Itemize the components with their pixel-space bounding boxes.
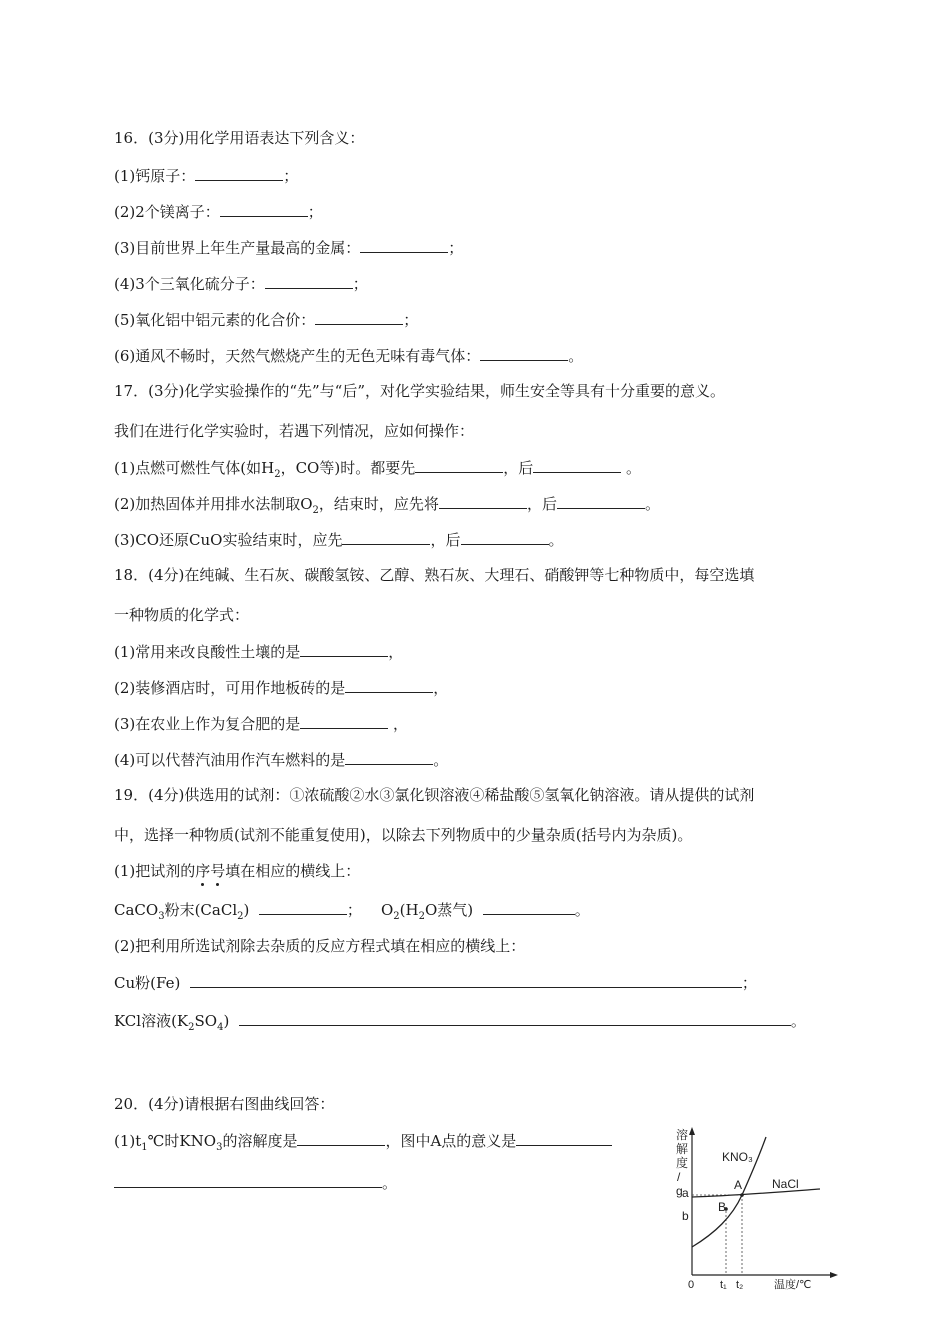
q20-item-1-cont: 。 <box>114 1172 397 1193</box>
origin-label: 0 <box>688 1279 695 1290</box>
point-a-marker <box>740 1193 744 1197</box>
answer-blank[interactable] <box>480 345 568 361</box>
y-axis-label-3: 度 <box>676 1156 689 1170</box>
answer-blank[interactable] <box>461 529 549 545</box>
series-kno3-label: KNO₃ <box>722 1150 753 1164</box>
point-a-label: A <box>734 1178 743 1192</box>
x-tick-t1: t₁ <box>720 1279 727 1290</box>
answer-blank[interactable] <box>259 899 347 915</box>
y-tick-a: a <box>682 1186 689 1200</box>
y-axis-arrow <box>689 1127 695 1135</box>
solubility-chart <box>660 1125 840 1290</box>
q20-item-1: $(1)t_1℃$时$KNO_3$的溶解度是 ，图中A点的意义是 <box>114 1130 612 1151</box>
answer-blank[interactable] <box>114 1172 382 1188</box>
answer-blank[interactable] <box>516 1130 612 1146</box>
q18-item-4: (4)可以代替汽油用作汽车燃料的是 。 <box>114 751 449 769</box>
answer-blank[interactable] <box>195 165 283 181</box>
q17-item-3: (3)CO还原CuO实验结束时，应先 ，后 。 <box>114 531 564 549</box>
answer-blank[interactable] <box>315 309 403 325</box>
y-tick-b: b <box>682 1209 689 1223</box>
q19-part-2: (2)把利用所选试剂除去杂质的反应方程式填在相应的横线上： <box>114 937 526 955</box>
q17-item-2: (2)加热固体并用排水法制取$O_2$，结束时，应先将 ，后 。 <box>114 495 660 516</box>
q16-stem: 16．(3分)用化学用语表达下列含义： <box>114 129 365 147</box>
x-axis-arrow <box>830 1272 838 1278</box>
q16-item-2: (2)2个镁离子： ； <box>114 203 323 221</box>
q16-item-1: (1)钙原子： ； <box>114 167 299 185</box>
q17-item-1: (1)点燃可燃性气体(如$H_2$，CO等)时。都要先 ，后 。 <box>114 459 642 480</box>
answer-blank[interactable] <box>265 273 353 289</box>
answer-blank[interactable] <box>297 1130 385 1146</box>
answer-blank[interactable] <box>483 899 575 915</box>
answer-blank[interactable] <box>415 457 503 473</box>
answer-blank[interactable] <box>360 237 448 253</box>
q19-stem: 19．(4分)供选用的试剂：①浓硫酸②水③氯化钡溶液④稀盐酸⑤氢氧化钠溶液。请从提供的试剂 <box>114 786 755 804</box>
q19-part-1-blanks: CaCO$_3$粉末(CaCl$_2$) ； $O_2(H_2O$蒸气) 。 <box>114 901 590 922</box>
answer-blank[interactable] <box>345 749 433 765</box>
q19-kcl-line: KCl溶液$(K_2SO_4)$ 。 <box>114 1012 806 1033</box>
q16-item-3: (3)目前世界上年生产量最高的金属： ； <box>114 239 464 257</box>
answer-blank[interactable] <box>220 201 308 217</box>
series-nacl-line <box>692 1189 820 1197</box>
y-axis-label-1: 溶 <box>676 1128 689 1142</box>
answer-blank[interactable] <box>557 493 645 509</box>
answer-blank[interactable] <box>342 529 430 545</box>
q16-item-5: (5)氧化铝中铝元素的化合价： ； <box>114 311 419 329</box>
series-nacl-label: NaCl <box>772 1177 799 1191</box>
answer-blank[interactable] <box>300 641 388 657</box>
x-tick-t2: t₂ <box>736 1279 744 1290</box>
q19-stem-2: 中，选择一种物质(试剂不能重复使用)，以除去下列物质中的少量杂质(括号内为杂质)。 <box>114 826 693 844</box>
x-axis-label: 温度/℃ <box>774 1279 812 1290</box>
q17-stem: 17．(3分)化学实验操作的“先”与“后”，对化学实验结果，师生安全等具有十分重要的意义。 <box>114 382 726 400</box>
q16-item-4: (4)3个三氧化硫分子： ； <box>114 275 368 293</box>
q18-stem-2: 一种物质的化学式： <box>114 606 250 624</box>
q18-item-2: (2)装修酒店时，可用作地板砖的是 ， <box>114 679 449 697</box>
q17-stem-2: 我们在进行化学实验时，若遇下列情况，应如何操作： <box>114 422 475 440</box>
q19-cu-line: Cu粉(Fe) ； <box>114 974 757 992</box>
point-b-label: B <box>718 1200 727 1214</box>
y-axis-label-2: 解 <box>676 1142 689 1156</box>
q16-item-6: (6)通风不畅时，天然气燃烧产生的无色无味有毒气体： 。 <box>114 347 584 365</box>
answer-blank[interactable] <box>190 972 742 988</box>
answer-blank[interactable] <box>345 677 433 693</box>
answer-blank[interactable] <box>533 457 621 473</box>
answer-blank[interactable] <box>239 1010 791 1026</box>
q20-stem: 20．(4分)请根据右图曲线回答： <box>114 1095 335 1113</box>
y-axis-label-4: / <box>677 1170 681 1184</box>
q18-stem: 18．(4分)在纯碱、生石灰、碳酸氢铵、乙醇、熟石灰、大理石、硝酸钾等七种物质中，每空选填 <box>114 566 755 584</box>
q18-item-1: (1)常用来改良酸性土壤的是 ， <box>114 643 404 661</box>
q18-item-3: (3)在农业上作为复合肥的是 ， <box>114 715 409 733</box>
y-axis-label-5: g <box>676 1184 683 1198</box>
q19-part-1: (1)把试剂的序号填在相应的横线上： <box>114 862 361 880</box>
answer-blank[interactable] <box>300 713 388 729</box>
answer-blank[interactable] <box>439 493 527 509</box>
